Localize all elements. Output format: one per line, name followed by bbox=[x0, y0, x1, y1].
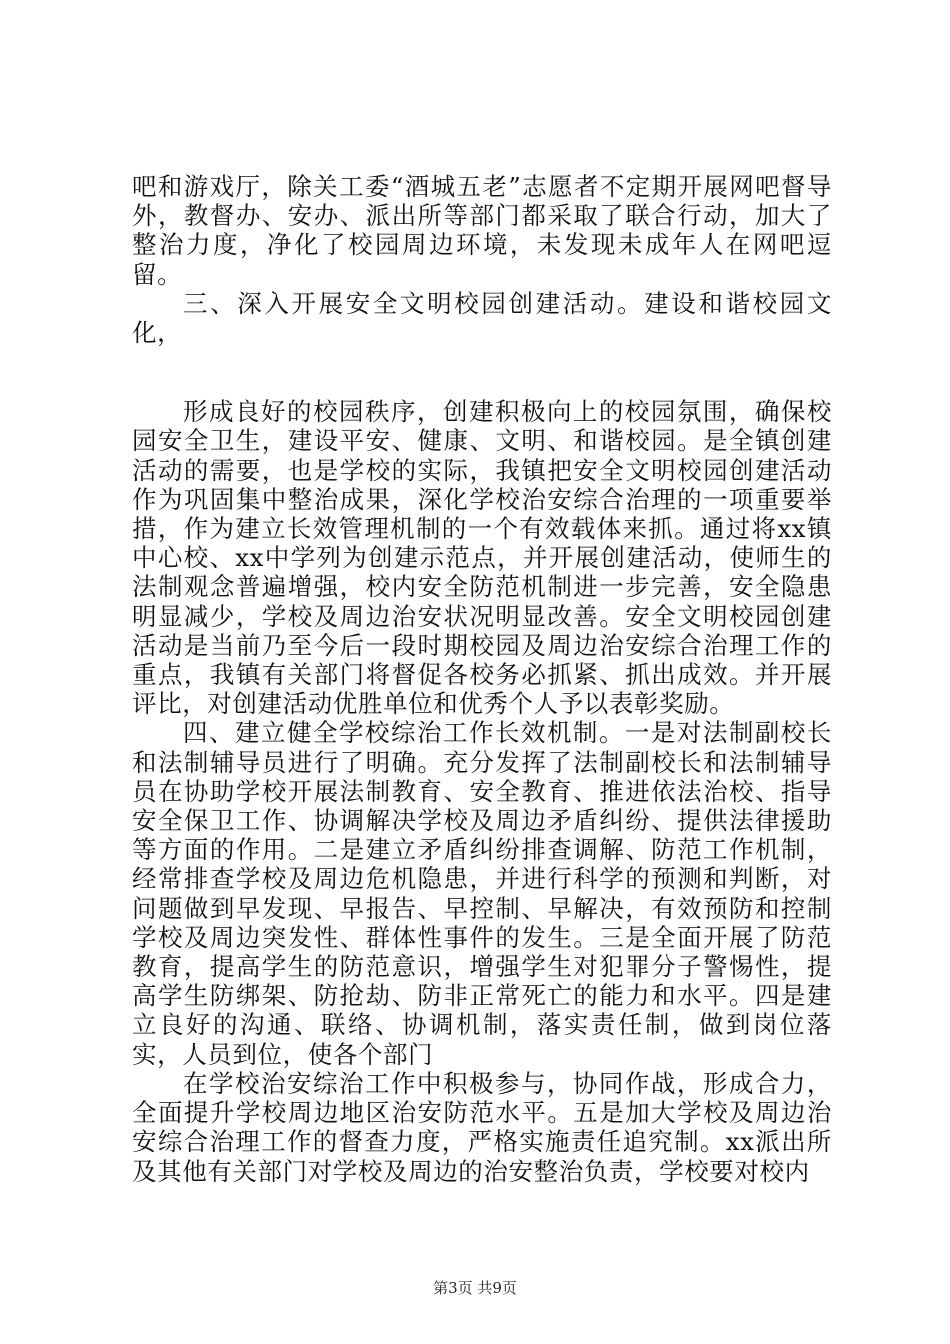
page-number-footer: 第3页 共9页 bbox=[433, 1279, 517, 1297]
paragraph-section-three-heading: 三、深入开展安全文明校园创建活动。建设和谐校园文化， bbox=[132, 288, 832, 348]
paragraph-joint-effort: 在学校治安综治工作中积极参与，协同作战，形成合力，全面提升学校周边地区治安防范水平。五是加大学校及周边治安综合治理工作的督查力度，严格实施责任追究制。xx派出所及其他有关部门对学校及周边的治安整治负责，学校要对校内 bbox=[132, 1068, 832, 1186]
paragraph-section-four-mechanism: 四、建立健全学校综治工作长效机制。一是对法制副校长和法制辅导员进行了明确。充分发挥了法制副校长和法制辅导员在协助学校开展法制教育、安全教育、推进依法治校、指导安全保卫工作、协调解决学校及周边矛盾纠纷、提供法律援助等方面的作用。二是建立矛盾纠纷排查调解、防范工作机制，经常排查学校及周边危机隐患，并进行科学的预测和判断，对问题做到早发现、早报告、早控制、早解决，有效预防和控制学校及周边突发性、群体性事件的发生。三是全面开展了防范教育，提高学生的防范意识，增强学生对犯罪分子警惕性，提高学生防绑架、防抢劫、防非正常死亡的能力和水平。四是建立良好的沟通、联络、协调机制，落实责任制，做到岗位落实，人员到位，使各个部门 bbox=[132, 718, 832, 1069]
document-body bbox=[132, 172, 832, 1186]
paragraph-gap bbox=[132, 347, 832, 397]
paragraph-safe-campus-creation: 形成良好的校园秩序，创建积极向上的校园氛围，确保校园安全卫生，建设平安、健康、文明、和谐校园。是全镇创建活动的需要，也是学校的实际，我镇把安全文明校园创建活动作为巩固集中整治成果，深化学校治安综合治理的一项重要举措，作为建立长效管理机制的一个有效载体来抓。通过将xx镇中心校、xx中学列为创建示范点，并开展创建活动，使师生的法制观念普遍增强，校内安全防范机制进一步完善，安全隐患明显减少，学校及周边治安状况明显改善。安全文明校园创建活动是当前乃至今后一段时期校园及周边治安综合治理工作的重点，我镇有关部门将督促各校务必抓紧、抓出成效。并开展评比，对创建活动优胜单位和优秀个人予以表彰奖励。 bbox=[132, 397, 832, 719]
paragraph-internet-cafe-supervision: 吧和游戏厅，除关工委“酒城五老”志愿者不定期开展网吧督导外，教督办、安办、派出所等部门都采取了联合行动，加大了整治力度，净化了校园周边环境，未发现未成年人在网吧逗留。 bbox=[132, 172, 832, 289]
